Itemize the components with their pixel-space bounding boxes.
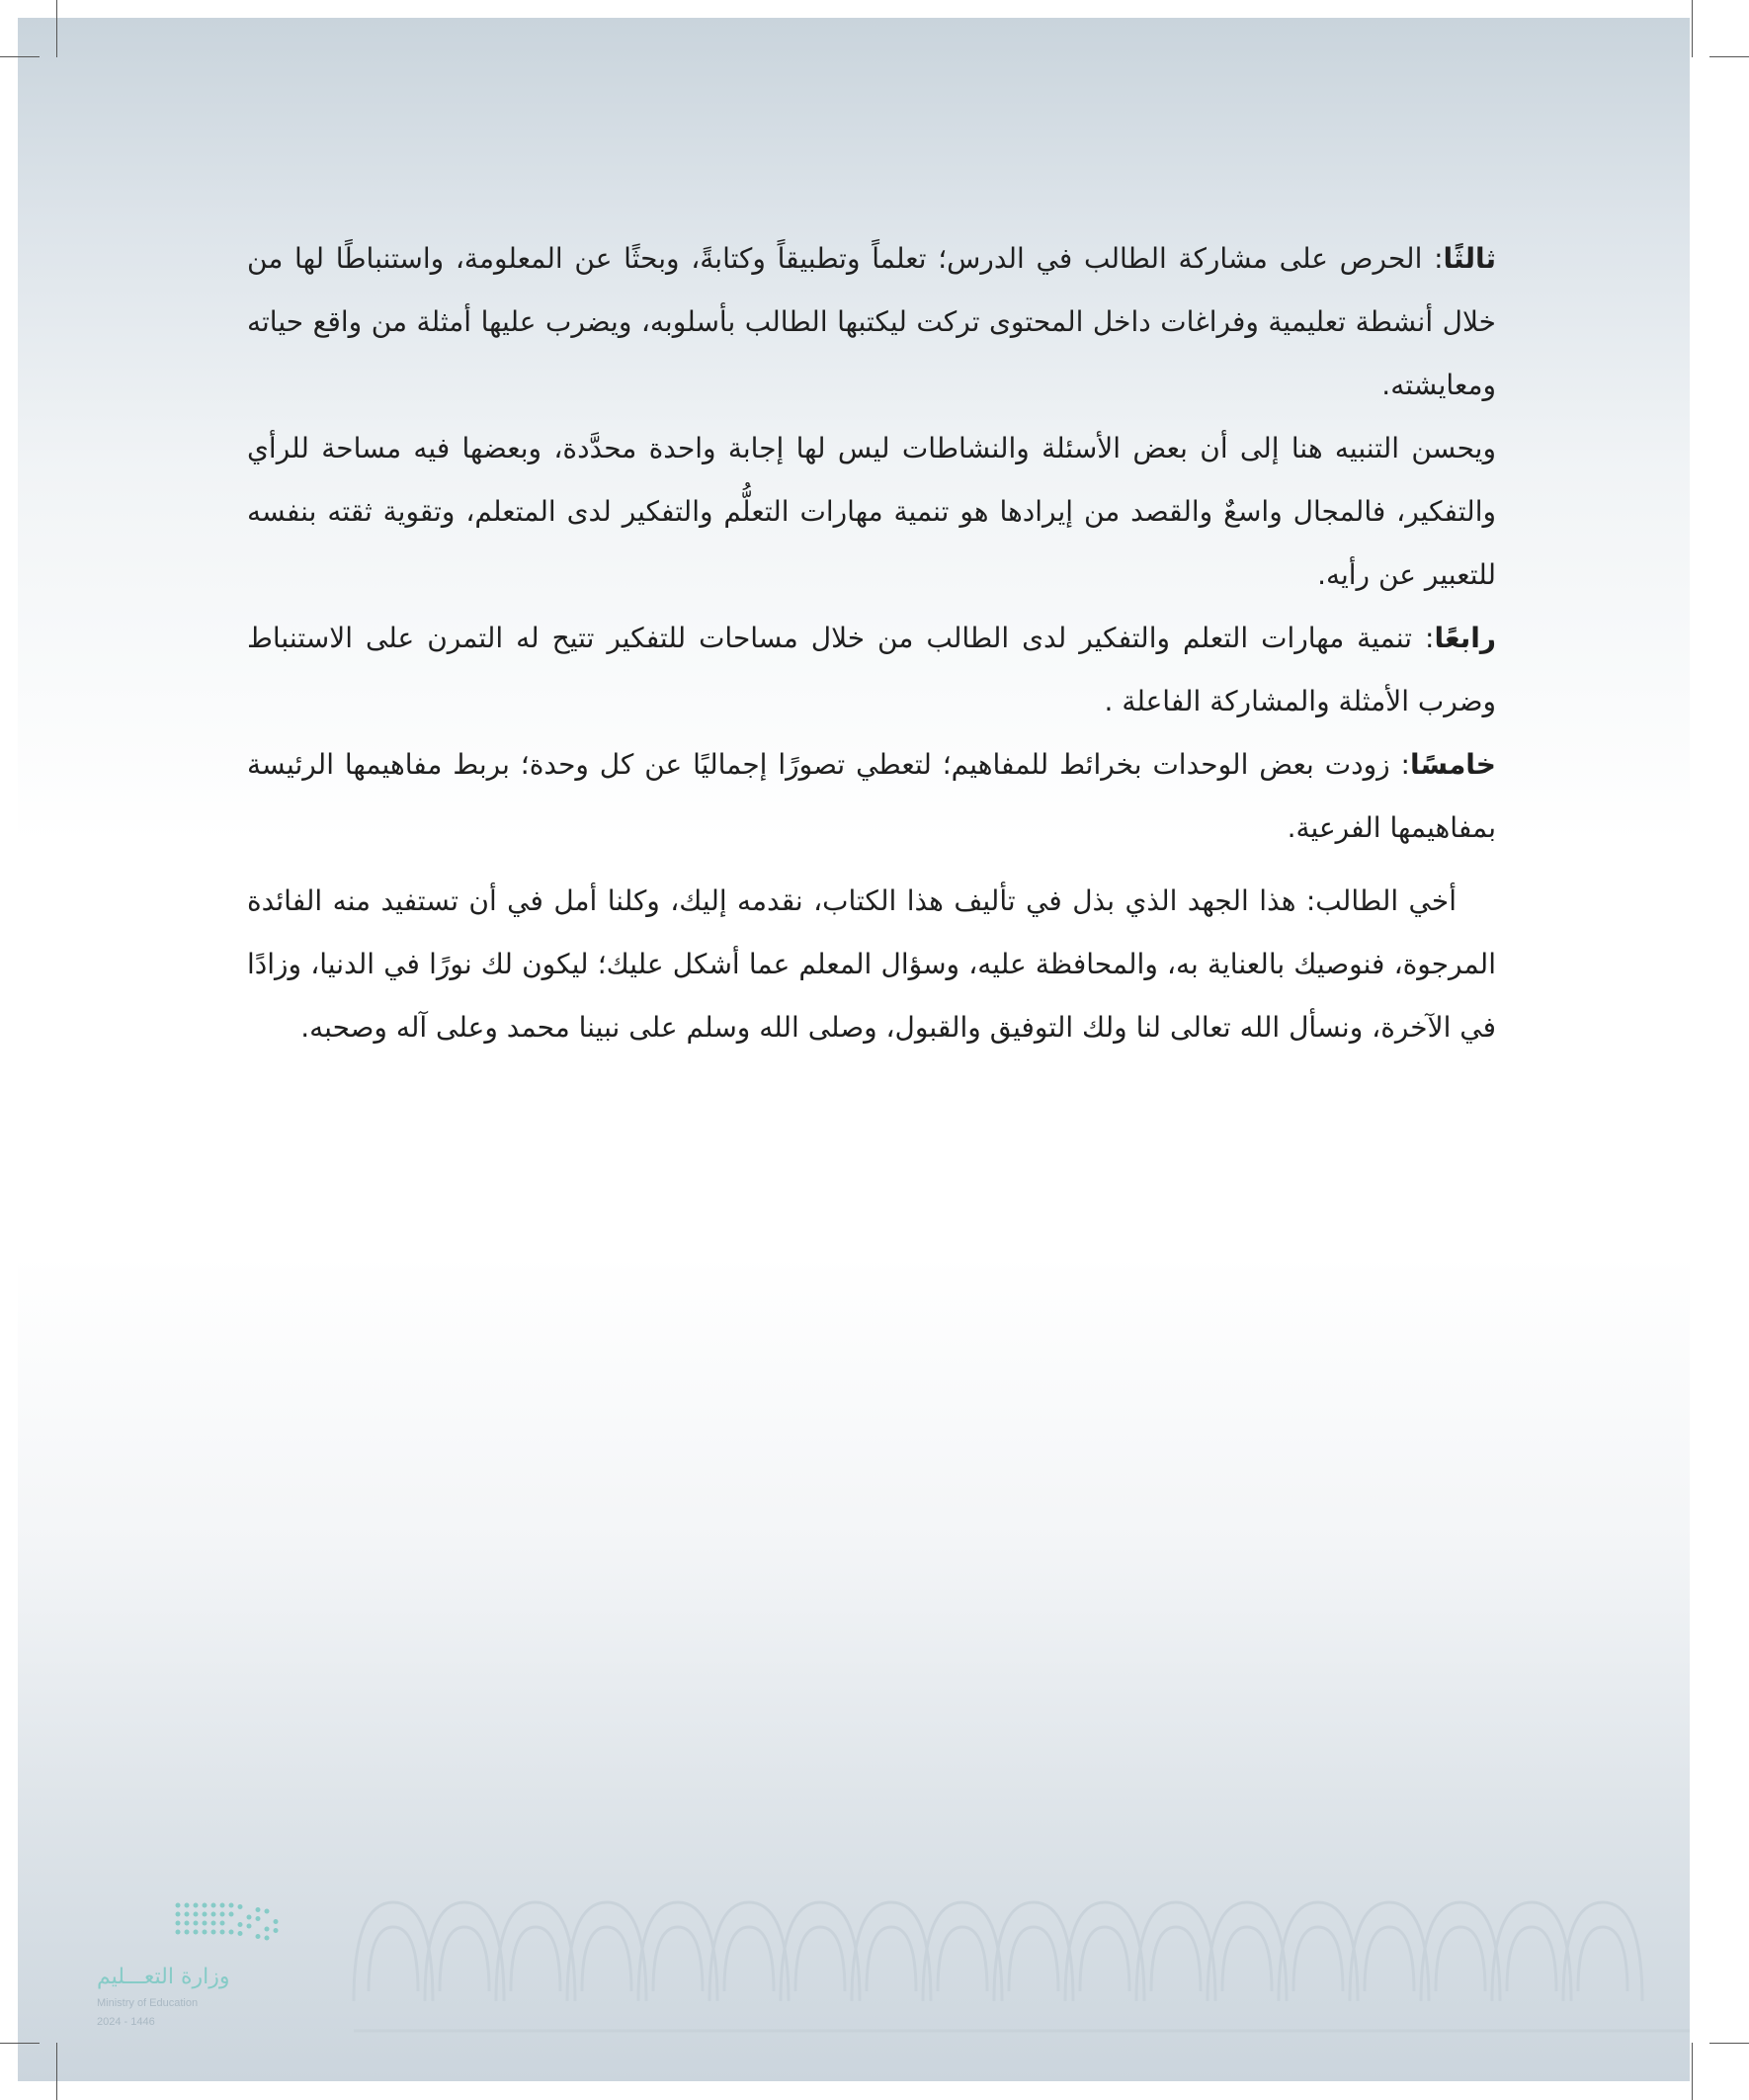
logo-dot [274,1919,279,1924]
logo-dot [194,1912,199,1917]
logo-dot [220,1930,225,1935]
logo-dot [176,1903,181,1908]
paragraph-text: : تنمية مهارات التعلم والتفكير لدى الطالب من خلال مساحات للتفكير تتيح له التمرن على الاستنباط وضرب الأمثلة والمشاركة الفاعلة . [247,622,1496,717]
crop-mark [56,0,57,57]
logo-dots-icon [172,1895,291,1955]
ornament-arch [1279,1902,1358,2001]
ornament-arch [354,1902,433,2001]
logo-dot [211,1921,216,1926]
ornament-arch-inner [511,1927,560,1991]
paragraph-third [247,227,1496,417]
logo-dot [211,1912,216,1917]
ornament-arch [1208,1902,1287,2001]
paragraph-lead: رابعًا [1434,622,1496,654]
crop-mark [1692,2043,1693,2100]
logo-dot [211,1903,216,1908]
paragraph-text: : الحرص على مشاركة الطالب في الدرس؛ تعلماً وتطبيقاً وكتابةً، وبحثًا عن المعلومة، واستنباطًا لها من خلال أنشطة تعليمية وفراغات داخل المحتوى تركت ليكتبها الطالب بأسلوبه، ويضرب عليها أمثلة من واقع حياته ومعايشته. [247,242,1496,401]
ornament-arch [1136,1902,1215,2001]
ornament-arch [1350,1902,1429,2001]
logo-dot [265,1936,270,1941]
crop-mark [56,2043,57,2100]
ornament-arch [1563,1902,1642,2001]
logo-dot [220,1921,225,1926]
ornament-arch-inner [369,1927,418,1991]
logo-dot [194,1903,199,1908]
ornament-arch-inner [1009,1927,1058,1991]
ornament-arch-inner [1222,1927,1272,1991]
ornament-arch-inner [1151,1927,1201,1991]
logo-year: 2024 - 1446 [97,2016,155,2028]
logo-dot [203,1903,208,1908]
ornament-arch-inner [1507,1927,1556,1991]
logo-dot [256,1907,261,1912]
ornament-arch [923,1902,1002,2001]
logo-dot [220,1912,225,1917]
ornament-arches [354,1902,1690,2031]
logo-dot [185,1903,190,1908]
ornament-arch-inner [724,1927,774,1991]
logo-dot [256,1916,261,1921]
introduction-text [247,227,1496,1059]
ornament-arch [1492,1902,1571,2001]
crop-mark [1692,0,1693,57]
logo-dot [256,1934,261,1939]
logo-dot [247,1915,252,1920]
logo-dot [238,1931,243,1936]
paragraph-closing [247,870,1496,1059]
ornament-arch [425,1902,504,2001]
paragraph-note [247,417,1496,607]
logo-dot [176,1921,181,1926]
ornament-arch [781,1902,860,2001]
logo-dot [238,1904,243,1909]
logo-dot [185,1921,190,1926]
logo-dot [265,1927,270,1932]
logo-name-arabic: وزارة التعـــليم [97,1965,230,1989]
ornament-arch-inner [795,1927,845,1991]
ornament-arch-inner [1293,1927,1343,1991]
logo-dot [194,1921,199,1926]
logo-dot [176,1912,181,1917]
ornament-arch [852,1902,931,2001]
ornament-arch-inner [653,1927,703,1991]
ornament-arch-inner [440,1927,489,1991]
paragraph-text: ويحسن التنبيه هنا إلى أن بعض الأسئلة والنشاطات ليس لها إجابة واحدة محدَّدة، وبعضها فيه مساحة للرأي والتفكير، فالمجال واسعٌ والقصد من إيرادها هو تنمية مهارات التعلُّم والتفكير لدى المتعلم، وتقوية ثقته بنفسه للتعبير عن رأيه. [247,432,1496,591]
ornament-arch [1421,1902,1500,2001]
logo-dot [265,1909,270,1914]
paragraph-lead: ثالثًا [1443,242,1496,275]
ornament-arch [709,1902,789,2001]
logo-dot [203,1912,208,1917]
ornament-arch-inner [1365,1927,1414,1991]
paragraph-text: أخي الطالب: هذا الجهد الذي بذل في تأليف هذا الكتاب، نقدمه إليك، وكلنا أمل في أن تستفيد منه الفائدة المرجوة، فنوصيك بالعناية به، والمحافظة عليه، وسؤال المعلم عما أشكل عليك؛ ليكون لك نورًا في الدنيا، وزادًا في الآخرة، ونسأل الله تعالى لنا ولك التوفيق والقبول، وصلى الله وسلم على نبينا محمد وعلى آله وصحبه. [247,884,1496,1044]
ornament-arch [638,1902,717,2001]
logo-dot [203,1921,208,1926]
logo-dot [229,1912,234,1917]
ornament-arch [994,1902,1073,2001]
logo-dot [238,1922,243,1927]
ornament-arch [1065,1902,1144,2001]
logo-dot [229,1903,234,1908]
ornament-arch [567,1902,646,2001]
logo-dot [194,1930,199,1935]
logo-dot [176,1930,181,1935]
paragraph-lead: خامسًا [1409,748,1496,781]
logo-dot [220,1903,225,1908]
logo-dot [229,1930,234,1935]
crop-mark [0,56,40,57]
ornament-arch-inner [867,1927,916,1991]
logo-dot [185,1912,190,1917]
logo-dot [185,1930,190,1935]
ornament-arch-inner [938,1927,987,1991]
paragraph-text: : زودت بعض الوحدات بخرائط للمفاهيم؛ لتعطي تصورًا إجماليًا عن كل وحدة؛ بربط مفاهيمها الرئيسة بمفاهيمها الفرعية. [247,748,1496,844]
paragraph-fifth [247,733,1496,860]
ornament-arch-inner [1578,1927,1627,1991]
logo-dot [247,1924,252,1929]
crop-mark [1709,2043,1749,2044]
logo-dot [274,1928,279,1933]
ministry-logo [97,1895,255,2034]
ornament-arch-inner [1436,1927,1485,1991]
ornament-arch-inner [1080,1927,1129,1991]
ornament-arch-inner [582,1927,631,1991]
ornament-arch [496,1902,575,2001]
paragraph-fourth [247,607,1496,733]
logo-dot [203,1930,208,1935]
logo-dot [211,1930,216,1935]
logo-name-english: Ministry of Education [97,1997,199,2009]
crop-mark [1709,56,1749,57]
